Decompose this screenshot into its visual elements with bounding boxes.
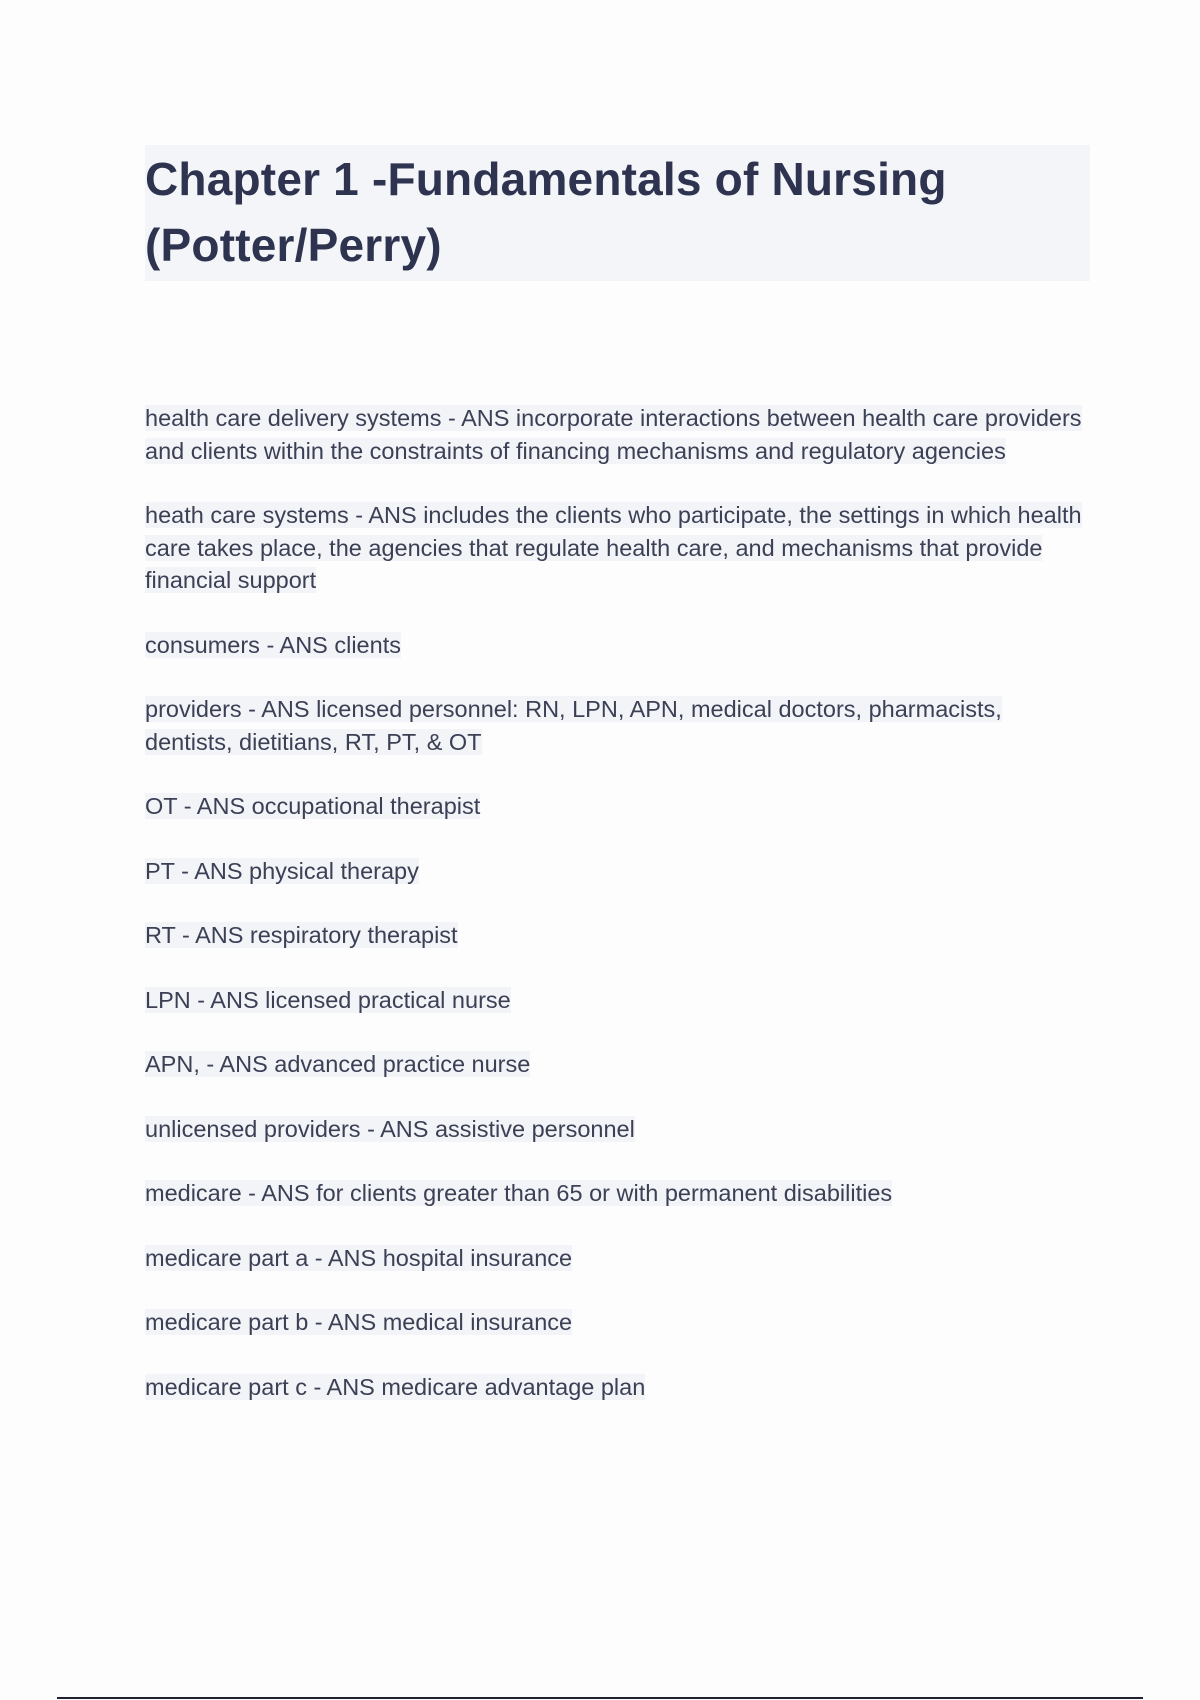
entry-text: consumers - ANS clients — [145, 631, 401, 658]
list-item — [145, 1113, 1090, 1146]
list-item — [145, 919, 1090, 952]
entry-text: LPN - ANS licensed practical nurse — [145, 986, 511, 1013]
list-item — [145, 1306, 1090, 1339]
entry-text: unlicensed providers - ANS assistive personnel — [145, 1115, 635, 1142]
entry-text: providers - ANS licensed personnel: RN, LPN, APN, medical doctors, pharmacists, dentists, dietitians, RT, PT, & OT — [145, 696, 1002, 755]
list-item — [145, 790, 1090, 823]
page-title: Chapter 1 -Fundamentals of Nursing (Potter/Perry) — [145, 153, 947, 271]
flashcard-list — [145, 402, 1090, 1435]
list-item — [145, 855, 1090, 888]
entry-text: heath care systems - ANS includes the clients who participate, the settings in which health care takes place, the agencies that regulate health care, and mechanisms that provide financial support — [145, 502, 1082, 593]
entry-text: medicare part c - ANS medicare advantage plan — [145, 1373, 646, 1400]
list-item — [145, 629, 1090, 662]
title-block — [145, 145, 1090, 281]
entry-text: APN, - ANS advanced practice nurse — [145, 1051, 531, 1077]
list-item — [145, 1048, 1090, 1081]
list-item — [145, 1177, 1090, 1210]
list-item — [145, 499, 1090, 597]
entry-text: health care delivery systems - ANS incorporate interactions between health care providers and clients within the constraints of financing mechanisms and regulatory agencies — [145, 405, 1082, 464]
list-item — [145, 693, 1090, 758]
list-item — [145, 1242, 1090, 1275]
entry-text: RT - ANS respiratory therapist — [145, 922, 458, 948]
entry-text: OT - ANS occupational therapist — [145, 793, 481, 819]
list-item — [145, 402, 1090, 467]
list-item — [145, 984, 1090, 1017]
footer-divider — [57, 1697, 1143, 1699]
entry-text: PT - ANS physical therapy — [145, 857, 419, 884]
entry-text: medicare part b - ANS medical insurance — [145, 1309, 573, 1335]
entry-text: medicare - ANS for clients greater than 65 or with permanent disabilities — [145, 1180, 893, 1206]
list-item — [145, 1371, 1090, 1404]
entry-text: medicare part a - ANS hospital insurance — [145, 1244, 573, 1271]
